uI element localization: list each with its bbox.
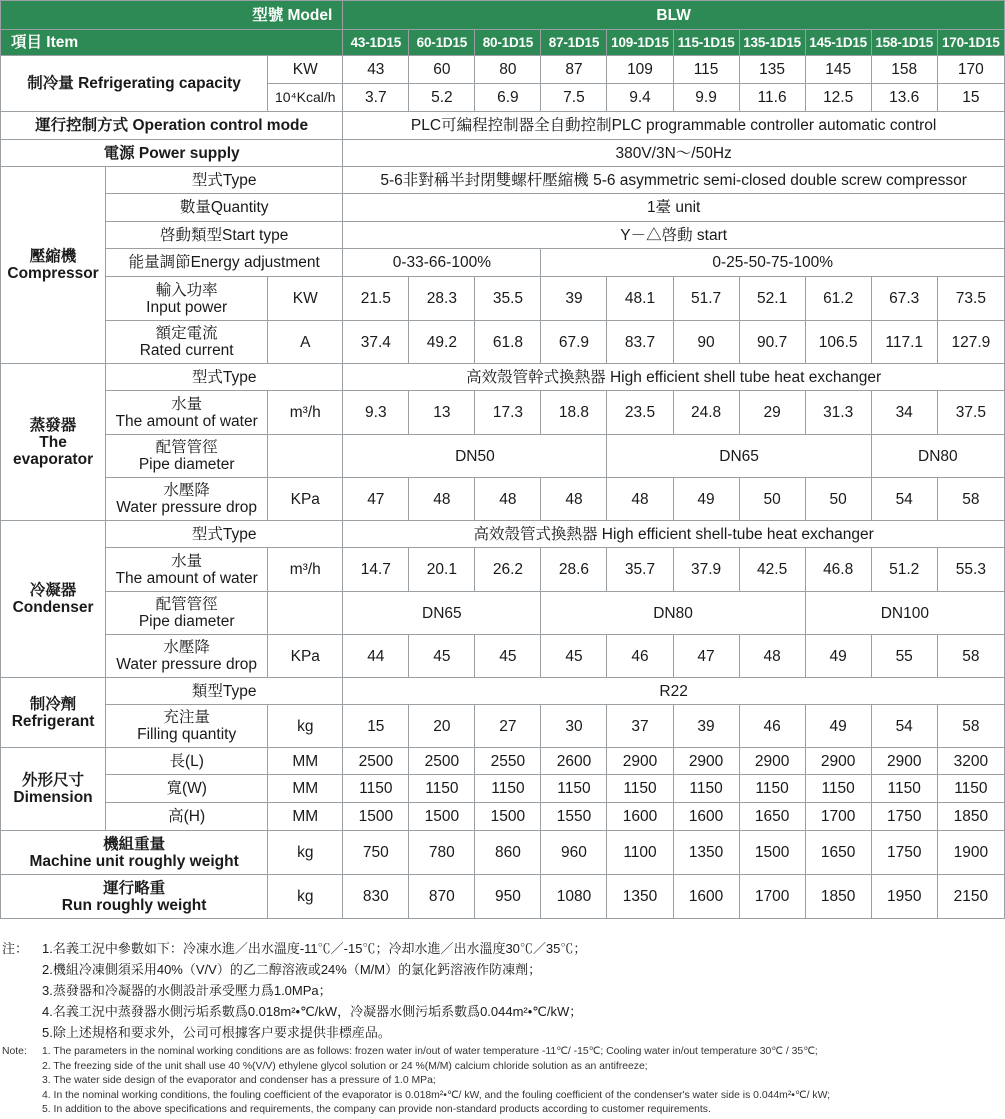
- value-cell: 24.8: [673, 391, 739, 435]
- value-cell: 48: [409, 478, 475, 521]
- value-cell: 58: [937, 705, 1004, 748]
- value-cell: 5.2: [409, 84, 475, 112]
- value-cell: 1750: [871, 803, 937, 831]
- notes-zh: [0, 938, 1005, 1043]
- value-cell: 27: [475, 705, 541, 748]
- value-cell: 46: [607, 635, 673, 678]
- label-zh: 運行略重: [103, 879, 166, 897]
- param-label-en: Input power: [146, 298, 228, 316]
- param-label: 型式Type: [106, 521, 343, 548]
- param-label-zh: 水壓降: [163, 482, 210, 499]
- value-cell: 1900: [937, 831, 1004, 875]
- section-label-zh: 制冷劑: [29, 695, 77, 713]
- run-weight-label: [1, 875, 268, 919]
- value-cell: 1150: [739, 775, 805, 803]
- value-cell: 1150: [607, 775, 673, 803]
- value-cell: 52.1: [739, 277, 805, 321]
- value-cell: 14.7: [343, 548, 409, 592]
- value-cell: 1750: [871, 831, 937, 875]
- value-cell: 1650: [805, 831, 871, 875]
- value-cell: 2500: [409, 748, 475, 775]
- value-cell: 42.5: [739, 548, 805, 592]
- value-cell: 12.5: [805, 84, 871, 112]
- section-label-zh: 外形尺寸: [22, 772, 85, 789]
- value-cell: 13.6: [871, 84, 937, 112]
- condenser-type: 高效殼管式換熱器 High efficient shell-tube heat exchanger: [343, 521, 1005, 548]
- value-cell: 17.3: [475, 391, 541, 435]
- value-cell: 135: [739, 56, 805, 84]
- value-cell: 21.5: [343, 277, 409, 321]
- section-label-en: The: [39, 433, 67, 451]
- control-label: 運行控制方式 Operation control mode: [1, 112, 343, 140]
- note-text: 2.機組冷凍側須采用40%（V/V）的乙二醇溶液或24%（M/M）的氯化鈣溶液作防凍劑；: [42, 962, 542, 977]
- value-cell: 39: [673, 705, 739, 748]
- energy-adjustment-a: 0-33-66-100%: [343, 249, 541, 277]
- value-cell: 1600: [607, 803, 673, 831]
- section-label-en: Refrigerant: [11, 712, 95, 730]
- label-en: Run roughly weight: [61, 896, 207, 914]
- value-cell: 49: [805, 705, 871, 748]
- item-header: 項目 Item: [1, 30, 343, 56]
- value-cell: 860: [475, 831, 541, 875]
- unit-label: KPa: [268, 478, 343, 521]
- param-label: [106, 321, 268, 364]
- value-cell: 51.7: [673, 277, 739, 321]
- value-cell: 49: [673, 478, 739, 521]
- param-label: 長(L): [106, 748, 268, 775]
- value-cell: 46.8: [805, 548, 871, 592]
- compressor-quantity: 1臺 unit: [343, 194, 1005, 222]
- value-cell: 50: [739, 478, 805, 521]
- unit-label: MM: [268, 803, 343, 831]
- value-cell: 11.6: [739, 84, 805, 112]
- value-cell: 58: [937, 635, 1004, 678]
- model-header-cell: 87-1D15: [541, 30, 607, 56]
- value-cell: 1350: [607, 875, 673, 919]
- param-label: 能量調節Energy adjustment: [106, 249, 343, 277]
- value-cell: 1150: [805, 775, 871, 803]
- note-label: 注：: [2, 941, 29, 956]
- value-cell: 37.5: [937, 391, 1004, 435]
- note-text: 3. The water side design of the evaporator and condenser has a pressure of 1.0 MPa;: [42, 1075, 436, 1086]
- value-cell: 15: [343, 705, 409, 748]
- unit-label: [268, 435, 343, 478]
- evaporator-type: 高效殼管幹式換熱器 High efficient shell tube heat exchanger: [343, 364, 1005, 391]
- note-line: [0, 1022, 1005, 1043]
- label-zh: 機組重量: [103, 835, 166, 853]
- value-cell: 1850: [937, 803, 1004, 831]
- value-cell: 127.9: [937, 321, 1004, 364]
- param-label: [106, 635, 268, 678]
- value-cell: 28.6: [541, 548, 607, 592]
- param-label: [106, 435, 268, 478]
- value-cell: 48: [607, 478, 673, 521]
- value-cell: 158: [871, 56, 937, 84]
- section-label-zh: 蒸發器: [29, 416, 77, 434]
- note-text: 3.蒸發器和冷凝器的水側設計承受壓力爲1.0MPa；: [42, 983, 332, 998]
- note-label: Note:: [2, 1046, 27, 1057]
- section-label-en: Compressor: [7, 265, 99, 282]
- value-cell: 1500: [475, 803, 541, 831]
- value-cell: 49.2: [409, 321, 475, 364]
- value-cell: 46: [739, 705, 805, 748]
- param-label: 數量Quantity: [106, 194, 343, 222]
- value-cell: 3200: [937, 748, 1004, 775]
- unit-label: kg: [268, 705, 343, 748]
- value-cell: 35.5: [475, 277, 541, 321]
- value-cell: 1150: [475, 775, 541, 803]
- value-cell: 61.8: [475, 321, 541, 364]
- param-label-en: The amount of water: [115, 412, 258, 430]
- note-line: [0, 1060, 1005, 1075]
- value-cell: 1150: [409, 775, 475, 803]
- value-cell: 26.2: [475, 548, 541, 592]
- value-cell: 2900: [673, 748, 739, 775]
- value-cell: 115: [673, 56, 739, 84]
- value-cell: 37.4: [343, 321, 409, 364]
- pipe-diameter: DN100: [805, 592, 1004, 635]
- control-value: PLC可編程控制器全自動控制PLC programmable controller automatic control: [343, 112, 1005, 140]
- value-cell: 950: [475, 875, 541, 919]
- note-line: [0, 1089, 1005, 1104]
- value-cell: 45: [475, 635, 541, 678]
- value-cell: 1350: [673, 831, 739, 875]
- value-cell: 9.4: [607, 84, 673, 112]
- unit-label: 10⁴Kcal/h: [268, 84, 343, 112]
- value-cell: 1150: [937, 775, 1004, 803]
- value-cell: 61.2: [805, 277, 871, 321]
- value-cell: 1100: [607, 831, 673, 875]
- value-cell: 34: [871, 391, 937, 435]
- value-cell: 35.7: [607, 548, 673, 592]
- energy-adjustment-b: 0-25-50-75-100%: [541, 249, 1005, 277]
- evaporator-section: [1, 364, 106, 521]
- param-label-en: Pipe diameter: [138, 456, 235, 473]
- param-label-zh: 輸入功率: [155, 281, 218, 299]
- model-header-cell: 60-1D15: [409, 30, 475, 56]
- param-label: 寬(W): [106, 775, 268, 803]
- value-cell: 54: [871, 478, 937, 521]
- compressor-section: [1, 167, 106, 364]
- value-cell: 20: [409, 705, 475, 748]
- value-cell: 90: [673, 321, 739, 364]
- note-line: [0, 938, 1005, 959]
- refrigerant-section: [1, 678, 106, 748]
- value-cell: 58: [937, 478, 1004, 521]
- value-cell: 1550: [541, 803, 607, 831]
- value-cell: 1150: [673, 775, 739, 803]
- pipe-diameter: DN80: [541, 592, 805, 635]
- value-cell: 9.3: [343, 391, 409, 435]
- value-cell: 23.5: [607, 391, 673, 435]
- param-label-zh: 水量: [171, 395, 203, 413]
- param-label-zh: 水量: [171, 552, 203, 570]
- value-cell: 55.3: [937, 548, 1004, 592]
- param-label: [106, 391, 268, 435]
- value-cell: 170: [937, 56, 1004, 84]
- note-line: [0, 1074, 1005, 1089]
- param-label-zh: 水壓降: [163, 639, 210, 656]
- value-cell: 45: [409, 635, 475, 678]
- value-cell: 1150: [541, 775, 607, 803]
- value-cell: 1850: [805, 875, 871, 919]
- value-cell: 48: [541, 478, 607, 521]
- dimension-section: [1, 748, 106, 831]
- section-label-en: evaporator: [12, 450, 94, 468]
- note-text: 5. In addition to the above specifications and requirements, the company can provide non-standard products according to customer requirements.: [42, 1104, 711, 1115]
- value-cell: 2900: [607, 748, 673, 775]
- unit-label: A: [268, 321, 343, 364]
- unit-label: KW: [268, 277, 343, 321]
- value-cell: 55: [871, 635, 937, 678]
- value-cell: 1600: [673, 875, 739, 919]
- model-header-cell: 80-1D15: [475, 30, 541, 56]
- note-text: 1.名義工況中參數如下：冷凍水進／出水溫度-11℃／-15℃；冷却水進／出水溫度30℃／35℃；: [42, 941, 587, 956]
- param-label-en: Rated current: [139, 342, 234, 359]
- note-text: 4.名義工況中蒸發器水側污垢系數爲0.018m²•℃/kW，冷凝器水側污垢系數爲0.044m²•℃/kW；: [42, 1004, 583, 1019]
- model-header: 型號 Model: [1, 1, 343, 30]
- param-label: 型式Type: [106, 364, 343, 391]
- value-cell: 45: [541, 635, 607, 678]
- value-cell: 1150: [343, 775, 409, 803]
- value-cell: 6.9: [475, 84, 541, 112]
- value-cell: 13: [409, 391, 475, 435]
- value-cell: 54: [871, 705, 937, 748]
- value-cell: 870: [409, 875, 475, 919]
- value-cell: 1500: [739, 831, 805, 875]
- param-label-zh: 配管管徑: [155, 596, 218, 613]
- pipe-diameter: DN65: [607, 435, 871, 478]
- param-label: [106, 548, 268, 592]
- param-label-en: Filling quantity: [137, 726, 237, 743]
- value-cell: 2900: [871, 748, 937, 775]
- value-cell: 145: [805, 56, 871, 84]
- unit-label: kg: [268, 831, 343, 875]
- note-text: 2. The freezing side of the unit shall use 40 %(V/V) ethylene glycol solution or 24 %(M/M) calcium chloride solution as an antifreeze;: [42, 1060, 648, 1072]
- section-label-en: Dimension: [13, 789, 93, 806]
- pipe-diameter: DN50: [343, 435, 607, 478]
- compressor-type: 5-6非對稱半封閉雙螺杆壓縮機 5-6 asymmetric semi-closed double screw compressor: [343, 167, 1005, 194]
- capacity-label: 制冷量 Refrigerating capacity: [1, 56, 268, 112]
- param-label: [106, 478, 268, 521]
- value-cell: 83.7: [607, 321, 673, 364]
- param-label-zh: 額定電流: [155, 325, 218, 342]
- pipe-diameter: DN80: [871, 435, 1004, 478]
- value-cell: 106.5: [805, 321, 871, 364]
- value-cell: 15: [937, 84, 1004, 112]
- note-text: 4. In the nominal working conditions, the fouling coefficient of the evaporator is 0.018m²•℃/ kW, and the fouling coefficient of the condenser's water side is 0.044m²•℃/ kW;: [42, 1089, 831, 1101]
- value-cell: 117.1: [871, 321, 937, 364]
- value-cell: 2550: [475, 748, 541, 775]
- value-cell: 28.3: [409, 277, 475, 321]
- value-cell: 1600: [673, 803, 739, 831]
- value-cell: 37.9: [673, 548, 739, 592]
- unit-label: KW: [268, 56, 343, 84]
- value-cell: 2900: [739, 748, 805, 775]
- value-cell: 750: [343, 831, 409, 875]
- value-cell: 37: [607, 705, 673, 748]
- value-cell: 47: [343, 478, 409, 521]
- model-header-cell: 170-1D15: [937, 30, 1004, 56]
- value-cell: 73.5: [937, 277, 1004, 321]
- value-cell: 80: [475, 56, 541, 84]
- unit-label: m³/h: [268, 391, 343, 435]
- value-cell: 9.9: [673, 84, 739, 112]
- value-cell: 1500: [409, 803, 475, 831]
- param-label: [106, 592, 268, 635]
- value-cell: 2500: [343, 748, 409, 775]
- param-label: 型式Type: [106, 167, 343, 194]
- value-cell: 109: [607, 56, 673, 84]
- param-label-zh: 充注量: [163, 709, 210, 726]
- unit-label: MM: [268, 775, 343, 803]
- value-cell: 49: [805, 635, 871, 678]
- param-label: 類型Type: [106, 678, 343, 705]
- section-label-zh: 冷凝器: [29, 582, 77, 599]
- model-header-cell: 135-1D15: [739, 30, 805, 56]
- section-label-zh: 壓縮機: [29, 248, 77, 265]
- model-header-cell: 115-1D15: [673, 30, 739, 56]
- unit-label: MM: [268, 748, 343, 775]
- value-cell: 780: [409, 831, 475, 875]
- value-cell: 87: [541, 56, 607, 84]
- value-cell: 1700: [739, 875, 805, 919]
- value-cell: 830: [343, 875, 409, 919]
- value-cell: 2150: [937, 875, 1004, 919]
- notes-en: [0, 1045, 1005, 1118]
- value-cell: 1080: [541, 875, 607, 919]
- value-cell: 90.7: [739, 321, 805, 364]
- value-cell: 2900: [805, 748, 871, 775]
- value-cell: 2600: [541, 748, 607, 775]
- param-label: [106, 277, 268, 321]
- power-value: 380V/3N～/50Hz: [343, 140, 1005, 167]
- power-label: 電源 Power supply: [1, 140, 343, 167]
- model-header-cell: 109-1D15: [607, 30, 673, 56]
- unit-label: kg: [268, 875, 343, 919]
- model-header-cell: 43-1D15: [343, 30, 409, 56]
- machine-weight-label: [1, 831, 268, 875]
- value-cell: 31.3: [805, 391, 871, 435]
- note-text: 5.除上述規格和要求外，公司可根據客户要求提供非標産品。: [42, 1025, 391, 1040]
- value-cell: 48.1: [607, 277, 673, 321]
- series-header: BLW: [343, 1, 1005, 30]
- note-line: [0, 980, 1005, 1001]
- value-cell: 3.7: [343, 84, 409, 112]
- note-line: [0, 1103, 1005, 1118]
- value-cell: 50: [805, 478, 871, 521]
- value-cell: 960: [541, 831, 607, 875]
- param-label-en: Water pressure drop: [116, 499, 258, 516]
- value-cell: 1700: [805, 803, 871, 831]
- value-cell: 1950: [871, 875, 937, 919]
- notes: [0, 938, 1005, 1118]
- refrigerant-type: R22: [343, 678, 1005, 705]
- compressor-start-type: Y－△啓動 start: [343, 222, 1005, 249]
- pipe-diameter: DN65: [343, 592, 541, 635]
- value-cell: 7.5: [541, 84, 607, 112]
- note-line: [0, 1045, 1005, 1060]
- unit-label: [268, 592, 343, 635]
- value-cell: 51.2: [871, 548, 937, 592]
- value-cell: 48: [739, 635, 805, 678]
- value-cell: 20.1: [409, 548, 475, 592]
- unit-label: KPa: [268, 635, 343, 678]
- note-line: [0, 959, 1005, 980]
- value-cell: 47: [673, 635, 739, 678]
- value-cell: 30: [541, 705, 607, 748]
- param-label: [106, 705, 268, 748]
- param-label-en: Pipe diameter: [138, 613, 235, 630]
- section-label-en: Condenser: [12, 599, 94, 616]
- value-cell: 1150: [871, 775, 937, 803]
- label-en: Machine unit roughly weight: [29, 852, 239, 870]
- value-cell: 43: [343, 56, 409, 84]
- value-cell: 67.9: [541, 321, 607, 364]
- condenser-section: [1, 521, 106, 678]
- model-header-cell: 145-1D15: [805, 30, 871, 56]
- param-label-en: Water pressure drop: [116, 656, 258, 673]
- param-label-zh: 配管管徑: [155, 439, 218, 456]
- model-header-cell: 158-1D15: [871, 30, 937, 56]
- value-cell: 18.8: [541, 391, 607, 435]
- param-label-en: The amount of water: [115, 569, 258, 587]
- value-cell: 60: [409, 56, 475, 84]
- value-cell: 1650: [739, 803, 805, 831]
- value-cell: 44: [343, 635, 409, 678]
- value-cell: 39: [541, 277, 607, 321]
- param-label: 高(H): [106, 803, 268, 831]
- unit-label: m³/h: [268, 548, 343, 592]
- value-cell: 48: [475, 478, 541, 521]
- note-text: 1. The parameters in the nominal working conditions are as follows: frozen water in/out of water temperature -11℃/ -15℃; Cooling water in/out temperature 30℃ / 35℃;: [42, 1046, 818, 1057]
- value-cell: 29: [739, 391, 805, 435]
- value-cell: 1500: [343, 803, 409, 831]
- param-label: 啓動類型Start type: [106, 222, 343, 249]
- note-line: [0, 1001, 1005, 1022]
- value-cell: 67.3: [871, 277, 937, 321]
